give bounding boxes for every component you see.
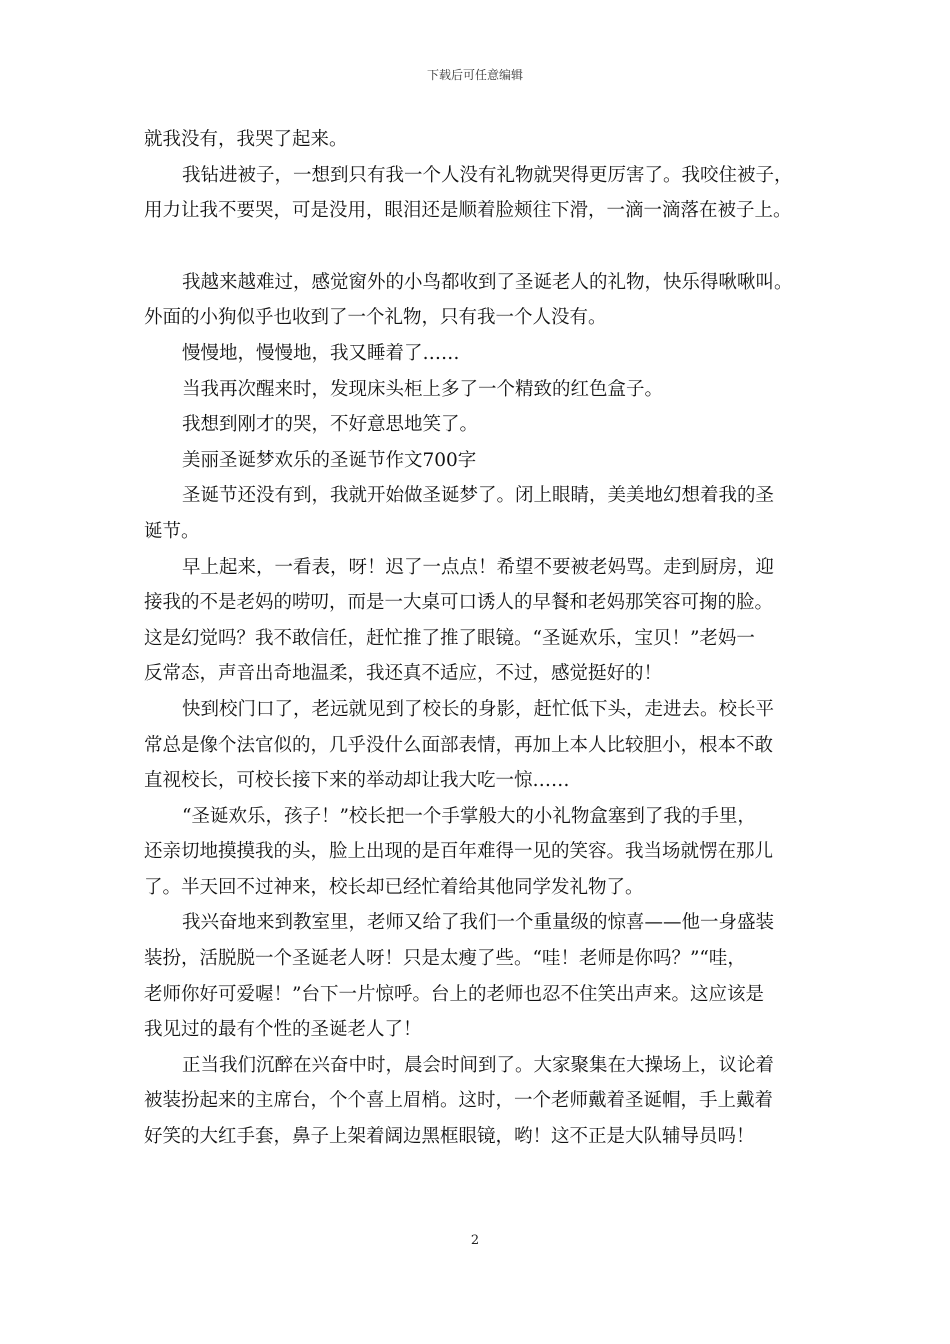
- text-line: 好笑的大红手套，鼻子上架着阔边黑框眼镜，哟！这不正是大队辅导员吗！: [144, 1126, 755, 1148]
- text-line: 还亲切地摸摸我的头，脸上出现的是百年难得一见的笑容。我当场就愣在那儿: [144, 841, 774, 863]
- text-line: 我越来越难过，感觉窗外的小鸟都收到了圣诞老人的礼物，快乐得啾啾叫。: [182, 271, 793, 293]
- text-line: 当我再次醒来时，发现床头柜上多了一个精致的红色盒子。: [182, 378, 664, 400]
- text-line: 诞节。: [144, 520, 200, 542]
- text-line: 快到校门口了，老远就见到了校长的身影，赶忙低下头，走进去。校长平: [182, 698, 775, 720]
- text-line: 直视校长，可校长接下来的举动却让我大吃一惊……: [144, 770, 570, 792]
- page-header: 下载后可任意编辑: [426, 68, 523, 82]
- text-line: 正当我们沉醉在兴奋中时，晨会时间到了。大家聚集在大操场上，议论着: [182, 1054, 775, 1076]
- text-line: 了。半天回不过神来，校长却已经忙着给其他同学发礼物了。: [144, 876, 644, 898]
- section-title: 美丽圣诞梦欢乐的圣诞节作文700字: [182, 449, 477, 471]
- paragraph-gap: [144, 229, 824, 265]
- text-line: 装扮，活脱脱一个圣诞老人呀！只是太瘦了些。“哇！老师是你吗？”“哇，: [144, 948, 746, 970]
- text-line: 被装扮起来的主席台，个个喜上眉梢。这时，一个老师戴着圣诞帽，手上戴着: [144, 1090, 774, 1112]
- text-line: 这是幻觉吗？我不敢信任，赶忙推了推了眼镜。“圣诞欢乐，宝贝！”老妈一: [144, 627, 755, 649]
- text-line: 常总是像个法官似的，几乎没什么面部表情，再加上本人比较胆小，根本不敢: [144, 734, 774, 756]
- document-body: [144, 122, 824, 1155]
- text-line: 我见过的最有个性的圣诞老人了！: [144, 1019, 422, 1041]
- text-line: 我兴奋地来到教室里，老师又给了我们一个重量级的惊喜——他一身盛装: [182, 912, 775, 934]
- text-line: 外面的小狗似乎也收到了一个礼物，只有我一个人没有。: [144, 307, 607, 329]
- text-line: 我钻进被子，一想到只有我一个人没有礼物就哭得更厉害了。我咬住被子，: [182, 164, 793, 186]
- text-line: 接我的不是老妈的唠叨，而是一大桌可口诱人的早餐和老妈那笑容可掬的脸。: [144, 592, 774, 614]
- text-line: 圣诞节还没有到，我就开始做圣诞梦了。闭上眼睛，美美地幻想着我的圣: [182, 485, 775, 507]
- page-number: 2: [470, 1233, 480, 1248]
- text-line: 反常态，声音出奇地温柔，我还真不适应，不过，感觉挺好的！: [144, 663, 663, 685]
- text-line: 就我没有，我哭了起来。: [144, 129, 348, 150]
- text-line: 慢慢地，慢慢地，我又睡着了……: [182, 342, 460, 364]
- text-line: “圣诞欢乐，孩子！”校长把一个手掌般大的小礼物盒塞到了我的手里，: [182, 805, 756, 827]
- text-line: 用力让我不要哭，可是没用，眼泪还是顺着脸颊往下滑，一滴一滴落在被子上。: [144, 200, 792, 222]
- text-line: 我想到刚才的哭，不好意思地笑了。: [182, 414, 479, 436]
- text-line: 老师你好可爱喔！”台下一片惊呼。台上的老师也忍不住笑出声来。这应该是: [144, 983, 764, 1005]
- text-line: 早上起来，一看表，呀！迟了一点点！希望不要被老妈骂。走到厨房，迎: [182, 556, 775, 578]
